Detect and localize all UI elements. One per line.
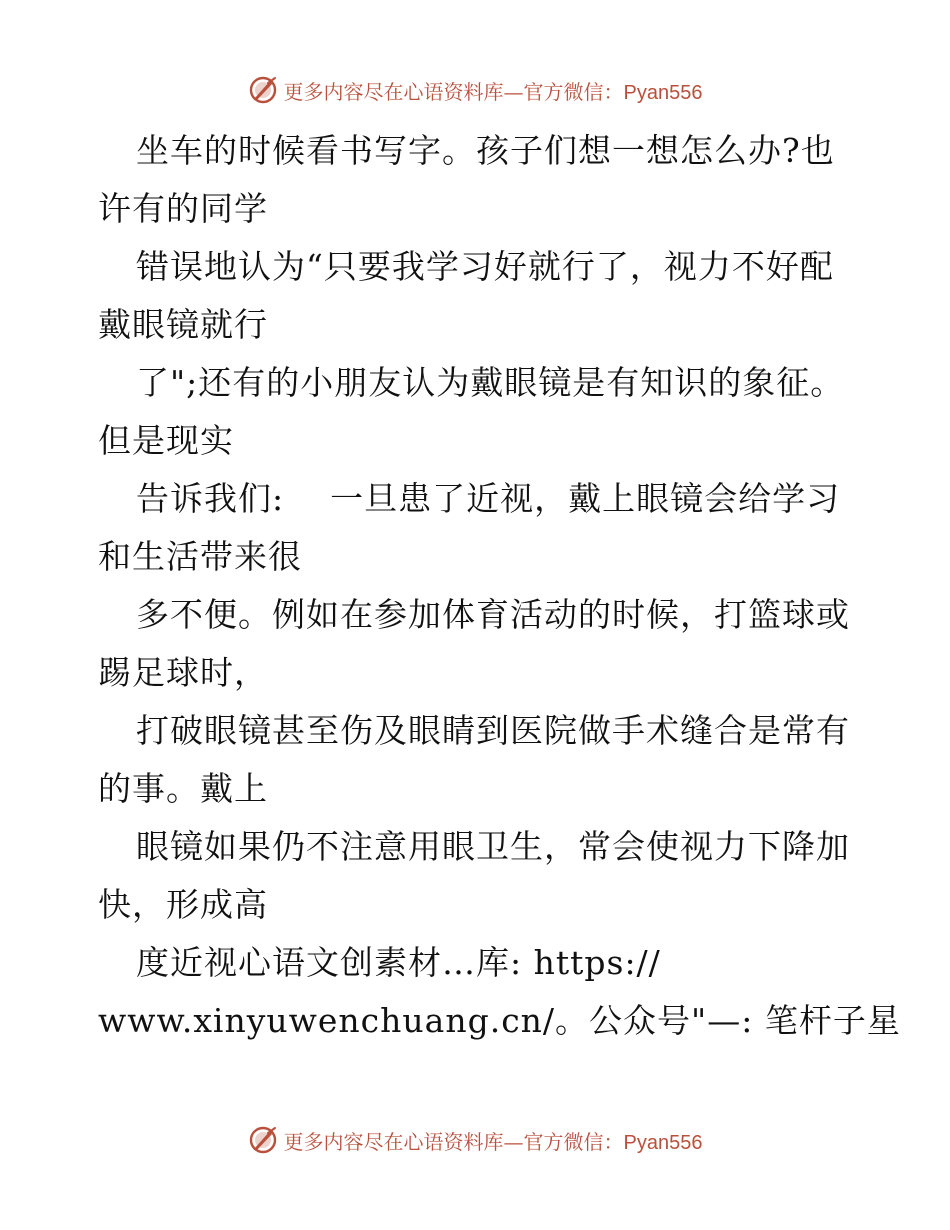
text-line: 度近视心语文创素材…库: https:// [136, 943, 661, 982]
text-line: 坐车的时候看书写字。孩子们想一想怎么办?也 [136, 131, 835, 170]
footer-watermark-id: Pyan556 [623, 1131, 703, 1154]
document-body [98, 122, 901, 1050]
text-line: 戴眼镜就行 [98, 305, 268, 344]
text-line: www.xinyuwenchuang.cn/。公众号"—: 笔杆子星 [98, 1001, 901, 1040]
footer-watermark-text: 更多内容尽在心语资料库—官方微信： [283, 1129, 624, 1154]
text-line: 踢足球时， [98, 653, 268, 692]
text-line: 的事。戴上 [98, 769, 268, 808]
text-line: 许有的同学 [98, 189, 268, 228]
text-line: 但是现实 [98, 421, 234, 460]
header-watermark-id: Pyan556 [623, 81, 703, 104]
text-line: 了";还有的小朋友认为戴眼镜是有知识的象征。 [136, 363, 845, 402]
text-line: 多不便。例如在参加体育活动的时候，打篮球或 [136, 595, 850, 634]
text-line: 快，形成高 [98, 885, 268, 924]
text-line: 错误地认为“只要我学习好就行了，视力不好配 [136, 247, 834, 286]
text-line: 告诉我们: 一旦患了近视，戴上眼镜会给学习 [136, 479, 841, 518]
text-line: 眼镜如果仍不注意用眼卫生，常会使视力下降加 [136, 827, 850, 866]
header-watermark-text: 更多内容尽在心语资料库—官方微信： [283, 79, 624, 104]
header-watermark [0, 70, 950, 110]
quill-seal-icon [248, 1125, 278, 1155]
text-line: 打破眼镜甚至伤及眼睛到医院做手术缝合是常有 [136, 711, 850, 750]
text-line: 和生活带来很 [98, 537, 302, 576]
quill-seal-icon [248, 75, 278, 105]
footer-watermark [0, 1120, 950, 1160]
